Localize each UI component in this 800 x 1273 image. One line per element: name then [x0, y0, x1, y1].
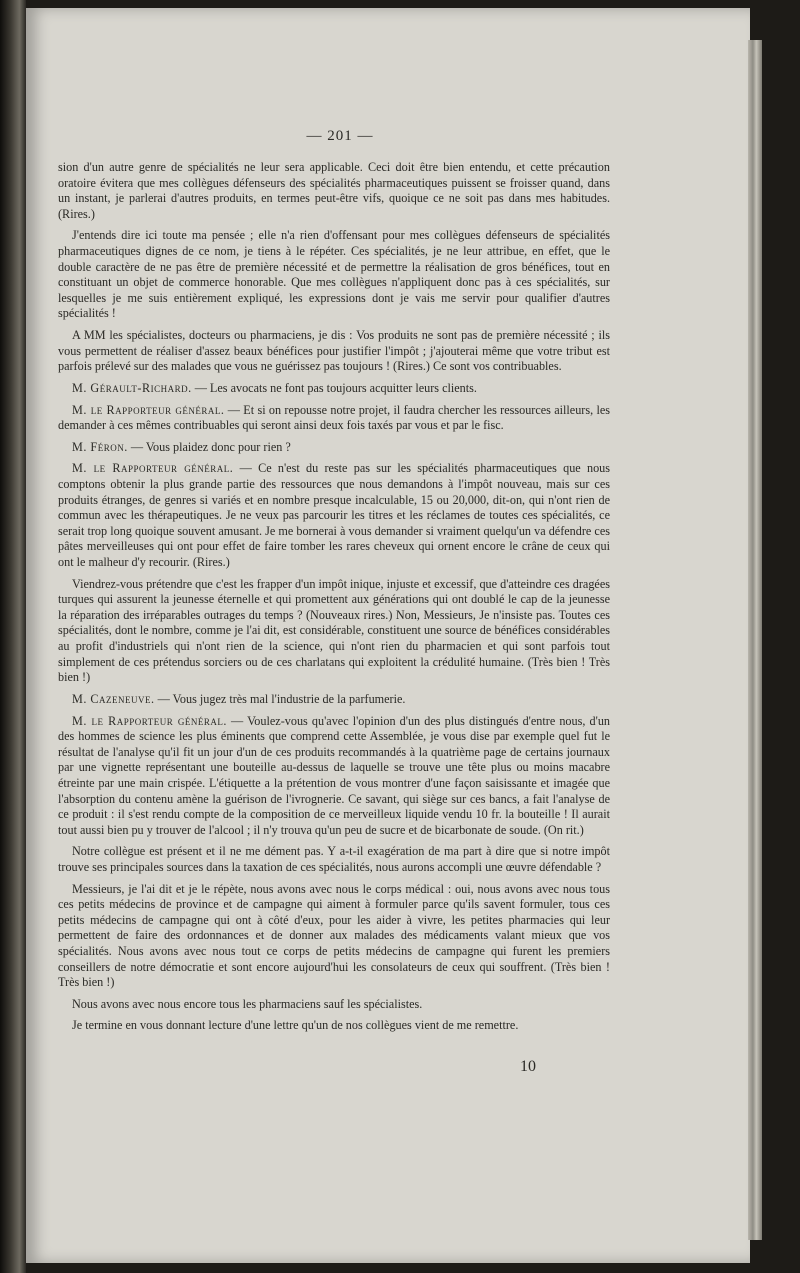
page-number: — 201 —: [306, 128, 374, 144]
paragraph: Je termine en vous donnant lecture d'une lettre qu'un de nos collègues vient de me remettre.: [72, 1018, 519, 1033]
paragraph: Messieurs, je l'ai dit et je le répète, nous avons avec nous le corps médical : oui, nous avons avec nous tous ces petits médecins de province et de campagne qui aiment à formuler parce qu'ils savent formuler, tous ces petits médecins de campagne qui ont à côté d'eux, pour les aider à vivre, les petites pharmacies qui leur permettent de faire des ordonnances et de donner aux malades des médicaments valant mieux que vos spécialités. Nous avons avec nous tout ce corps de petits médecins de campagne qui furent les premiers conseillers de notre démocratie et sont encore aujourd'hui les consolateurs de ceux qui souffrent. (Très bien ! Très bien !): [58, 881, 610, 990]
speech: M. Gérault-Richard. — Les avocats ne font pas toujours acquitter leurs clients.: [72, 380, 477, 395]
page-body: [58, 160, 610, 1040]
paragraph: Nous avons avec nous encore tous les pharmaciens sauf les spécialistes.: [72, 996, 423, 1011]
adjacent-page-edge: [0, 0, 26, 1273]
paragraph: Viendrez-vous prétendre que c'est les frapper d'un impôt inique, injuste et excessif, que d'atteindre ces dragées turques qui assurent la jeunesse éternelle et qui promettent aux générations qui ont doublé le cap de la jeunesse la réparation des irréparables outrages du temps ? (Nouveaux rires.) Non, Messieurs, Je n'insiste pas. Toutes ces spécialités, dont le nombre, comme je l'ai dit, est considérable, constituent une source de bénéfices considérables au profit d'industriels qui n'ont rien de la science, qui n'ont rien du pharmacien et qui sont parfois tout simplement de ces prétendus sorciers ou de ces charlatans qui exploitent la crédulité humaine. (Très bien ! Très bien !): [58, 576, 610, 685]
speaker-name: M. le Rapporteur général.: [72, 713, 227, 728]
speech: M. Féron. — Vous plaidez donc pour rien ?: [72, 439, 291, 454]
speaker-name: M. le Rapporteur général.: [72, 461, 234, 476]
paragraph: A MM les spécialistes, docteurs ou pharmaciens, je dis : Vos produits ne sont pas de première nécessité ; ils vous permettent de réaliser d'assez beaux bénéfices pour justifier l'impôt ; j'ajouterai même que votre tribut est parfois prélevé sur des malades que vous ne guérissez pas toujours ! (Rires.) Ce sont vos contribuables.: [58, 328, 610, 374]
speaker-name: M. Gérault-Richard.: [72, 380, 192, 395]
page-stack-edge: [748, 40, 762, 1240]
paragraph: Notre collègue est présent et il ne me dément pas. Y a-t-il exagération de ma part à dire que si notre impôt trouve ses principales sources dans la taxation de ces spécialités, nous aurons accompli une œuvre défendable ?: [58, 844, 610, 874]
paragraph: J'entends dire ici toute ma pensée ; elle n'a rien d'offensant pour mes collègues défenseurs de spécialités pharmaceutiques dignes de ce nom, je tiens à le répéter. Ces spécialités, je ne leur attribue, en effet, que le double caractère de ne pas être de première nécessité et de permettre la réalisation de gros bénéfices, tout en constituant un objet de commerce honorable. Que mes collègues n'appliquent donc pas à ces spécialités, sur lesquelles je me suis entièrement expliqué, les expressions dont je vais me servir pour qualifier d'autres spécialités !: [58, 228, 610, 321]
paragraph: sion d'un autre genre de spécialités ne leur sera applicable. Ceci doit être bien entendu, et cette précaution oratoire évitera que mes collègues défenseurs des spécialités pharmaceutiques puissent se froisser quand, dans un instant, je parlerai d'autres produits, en termes peut-être vifs, quoique ce ne soit pas dans mes habitudes. (Rires.): [58, 160, 610, 221]
speech: M. Cazeneuve. — Vous jugez très mal l'industrie de la parfumerie.: [72, 691, 406, 706]
speech: M. le Rapporteur général. — Ce n'est du reste pas sur les spécialités pharmaceutiques que nous comptons obtenir la plus grande partie des ressources que nous demandons à l'impôt nouveau, mais sur ces produits étranges, de genres si variés et en nombre presque incalculable, 15 ou 20,000, dit-on, qui n'ont rien de commun avec les thérapeutiques. Je ne veux pas parcourir les titres et les réclames de toutes ces spécialités, ce serait trop long quoique souvent amusant. Je me bornerai à vous demander si vraiment quelqu'un va défendre ces pâtes merveilleuses qui ont pour effet de faire tomber les rares cheveux qui ornent encore le crâne de ceux qui ont le malheur d'y recourir. (Rires.): [58, 461, 610, 570]
speech: M. le Rapporteur général. — Et si on repousse notre projet, il faudra chercher les ressources ailleurs, les demander à ces mêmes contribuables qui seront ainsi deux fois taxés par vous et par le fisc.: [58, 402, 610, 433]
speech: M. le Rapporteur général. — Voulez-vous qu'avec l'opinion d'un des plus distingués d'entre nous, d'un des hommes de science les plus éminents que comprend cette Assemblée, je vous dise par exemple quel fut le résultat de l'analyse qu'il fit un jour d'un de ces produits recommandés à la quatrième page de certains journaux par une vignette représentant une bouteille au-dessus de laquelle se trouve une tête plus ou moins macabre étreinte par une main crispée. L'étiquette a la prétention de vous montrer d'une façon saisissante et imagée que l'absorption du contenu amène la guérison de l'ivrognerie. Ce savant, qui siège sur ces bancs, a fait l'analyse de ce produit : il s'est rendu compte de la composition de ce merveilleux liquide vendu 10 fr. la bouteille ! Il aurait tout aussi bien pu y trouver de l'alcool ; il n'y trouva qu'un peu de sucre et de bicarbonate de soude. (On rit.): [58, 713, 611, 837]
speaker-name: M. le Rapporteur général.: [72, 402, 225, 417]
speaker-name: M. Cazeneuve.: [72, 691, 155, 706]
speaker-name: M. Féron.: [72, 439, 128, 454]
signature-mark: 10: [520, 1058, 536, 1075]
